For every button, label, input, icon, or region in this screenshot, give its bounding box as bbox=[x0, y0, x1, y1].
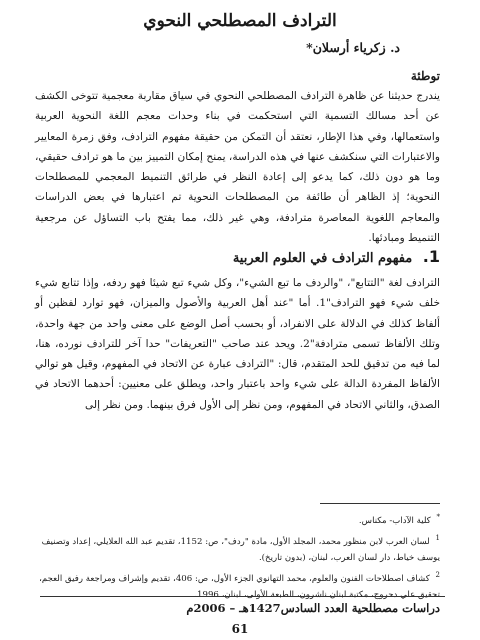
section-1-title: مفهوم الترادف في العلوم العربية bbox=[232, 251, 413, 266]
author-name: د. زكرياء أرسلان* bbox=[306, 40, 400, 55]
footnote-mark: * bbox=[436, 513, 440, 521]
section-1-number: 1. bbox=[422, 247, 440, 266]
footnote-text: كلية الآداب- مكناس. bbox=[358, 515, 431, 526]
footnote-mark: 1 bbox=[435, 534, 440, 543]
footnote-mark: 2 bbox=[435, 571, 440, 580]
footnote-item bbox=[35, 568, 440, 603]
footnote-text: كشاف اصطلاحات الفنون والعلوم، محمد التهانوي الجزء الأول، ص: 406، تقديم وإشراف ومراجعة رفيق العجم، تحقيق علي دحروج، مكتبة لبنان ناشرون، الطبعة الأولى، لبنان، 1996. bbox=[39, 574, 440, 600]
footnote-divider bbox=[320, 503, 440, 504]
footnote-item bbox=[35, 510, 440, 529]
page-number: 61 bbox=[231, 622, 249, 636]
section-1-heading bbox=[233, 248, 440, 268]
section-1-paragraph: الترادف لغة "التتابع"، "والردف ما تبع الشيء"، وكل شيء تبع شيئا فهو ردفه، وإذا تتابع شيء خلف شيء فهو الترادف"1. أما "عند أهل العربية والأصول والميزان، فهو توارد لفظين أو ألفاظ كذلك في الدلالة على الانفراد، أو بحسب أصل الوضع على معنى واحد من جهة واحدة، وتلك الألفاظ تسمى مترادفة"2. ويحد عند صاحب "التعريفات" حدا آخر للترادف نورده، هنا، لما فيه من تدقيق للحد المتقدم، قال: "الترادف عبارة عن الاتحاد في المفهوم، وقيل هو توالي الألفاظ المفردة الدالة على شيء واحد باعتبار واحد، ويطلق على معنيين: أحدهما الاتحاد في الصدق، والثاني الاتحاد في المفهوم، ومن نظر إلى الأول فرق بينهما. ومن نظر إلى bbox=[35, 277, 441, 411]
journal-footer: دراسات مصطلحية العدد السادس1427هـ – 2006م bbox=[186, 601, 440, 615]
footer-divider bbox=[40, 596, 445, 597]
footnote-item bbox=[35, 531, 440, 566]
intro-paragraph: يندرج حديثنا عن ظاهرة الترادف المصطلحي النحوي في سياق مقاربة معجمية تتوخى الكشف عن أحد مسالك التسمية التي استحكمت في بناء وحدات معجم اللغة النحوية العربية واستعمالها، وفي هذا الإطار، نعتقد أن التمكن من حقيقة مفهوم الترادف، وفق زمرة المعايير والاعتبارات التي سنكشف عنها في هذه الدراسة، يمنح إمكان التمييز بين ما هو ترادف حقيقي، وما هو دون ذلك، كما يدعو إلى إعادة النظر في طرائق التنميط المعجمي للمصطلحات النحوية؛ إذ الظاهر أن طائفة من المصطلحات النحوية تم اعتبارها في بعض الدراسات والمعاجم اللغوية المعاصرة مترادفة، وهي غير ذلك، مما يفتح باب التساؤل عن مرجعية التنميط ومبادئها. bbox=[35, 90, 440, 245]
intro-heading: توطئة bbox=[410, 69, 440, 83]
article-title: الترادف المصطلحي النحوي bbox=[143, 11, 337, 31]
footnotes-list bbox=[35, 510, 440, 605]
footnote-text: لسان العرب لابن منظور محمد، المجلد الأول، مادة "ردف"، ص: 1152، تقديم عبد الله العلايلي، إعداد وتصنيف يوسف خياط، دار لسان العرب، لبنان، (بدون تاريخ). bbox=[41, 537, 440, 563]
